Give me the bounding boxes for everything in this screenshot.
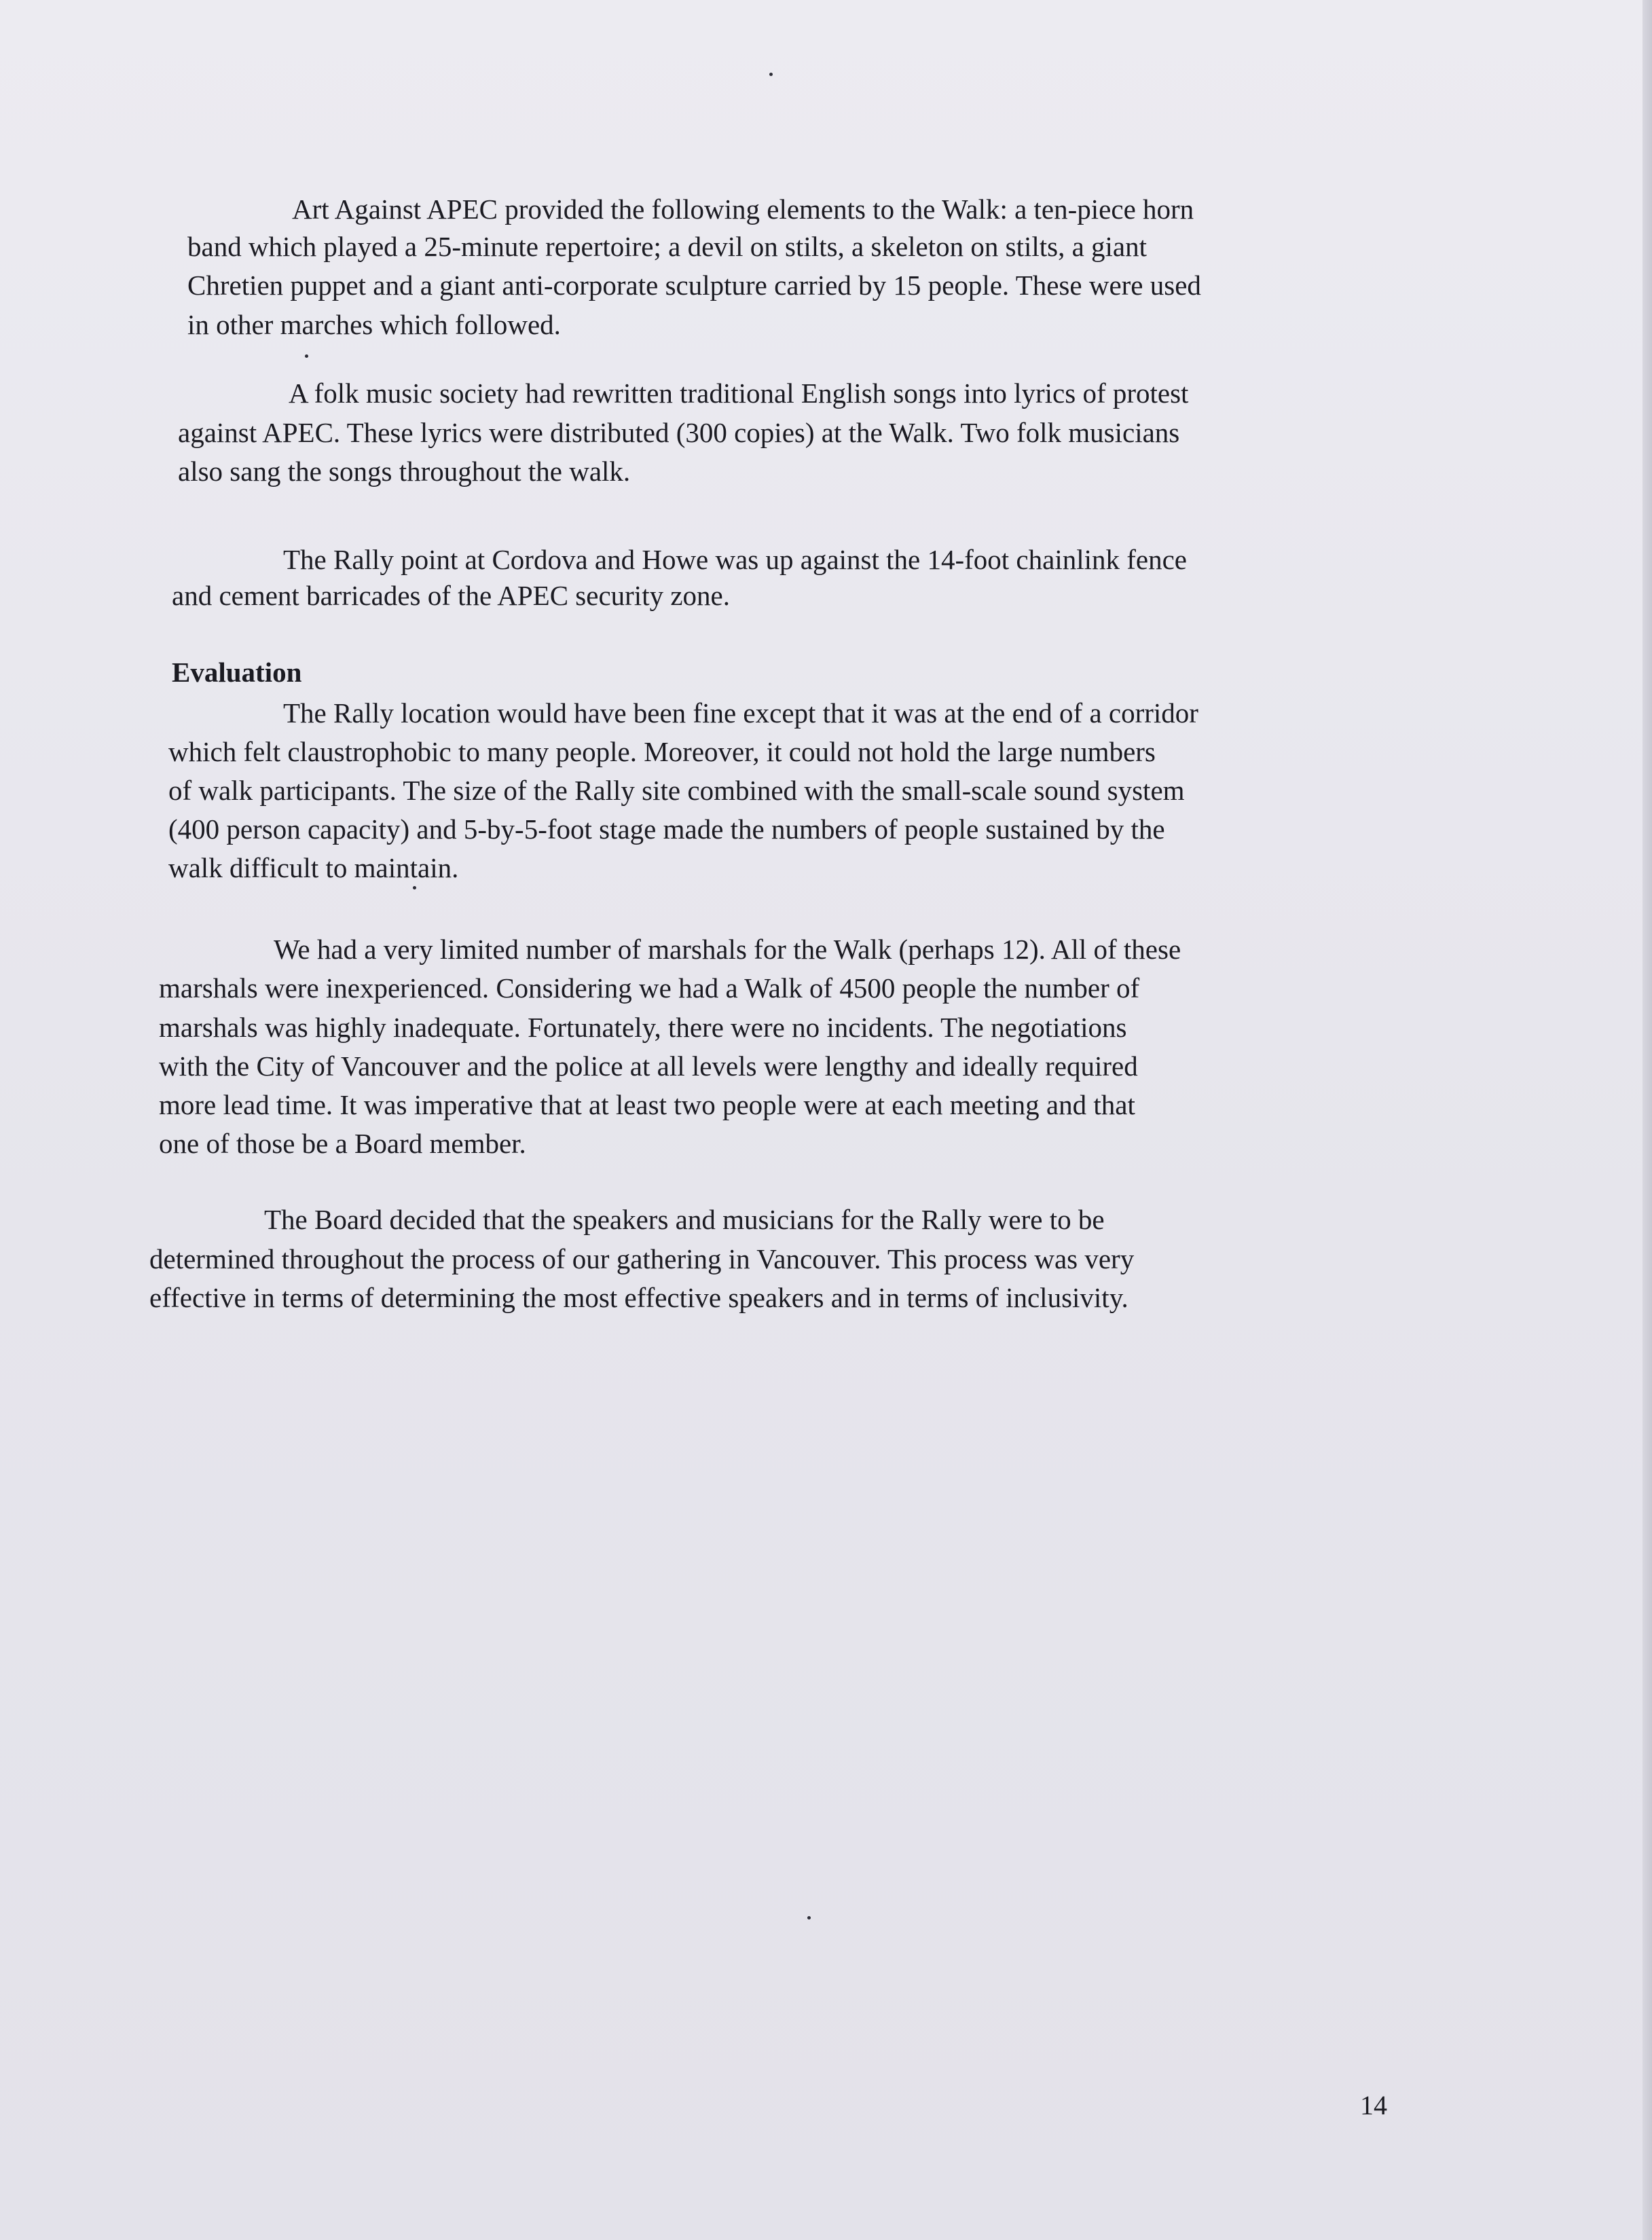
paragraph-line: with the City of Vancouver and the police at all levels were lengthy and ideally required — [159, 1050, 1138, 1082]
paragraph-line: of walk participants. The size of the Rally site combined with the small-scale sound system — [168, 775, 1185, 806]
scan-speck — [413, 886, 416, 889]
page-edge-shadow — [1642, 0, 1652, 2240]
paragraph-line: Chretien puppet and a giant anti-corporate sculpture carried by 15 people. These were used — [187, 270, 1201, 301]
scan-speck — [769, 73, 773, 76]
scan-speck — [305, 354, 308, 358]
paragraph-line: marshals were inexperienced. Considering we had a Walk of 4500 people the number of — [159, 972, 1140, 1004]
paragraph-line: determined throughout the process of our gathering in Vancouver. This process was very — [149, 1243, 1135, 1274]
paragraph-line: against APEC. These lyrics were distributed (300 copies) at the Walk. Two folk musicians — [178, 417, 1180, 448]
paragraph-line: more lead time. It was imperative that at least two people were at each meeting and that — [159, 1089, 1135, 1120]
paragraph-line: also sang the songs throughout the walk. — [178, 456, 631, 487]
paragraph-line: effective in terms of determining the most effective speakers and in terms of inclusivity. — [149, 1282, 1128, 1313]
paragraph-line: one of those be a Board member. — [159, 1128, 526, 1159]
paragraph-line: A folk music society had rewritten traditional English songs into lyrics of protest — [289, 378, 1189, 409]
paragraph-line: marshals was highly inadequate. Fortunately, there were no incidents. The negotiations — [159, 1012, 1127, 1043]
paragraph-line: The Rally location would have been fine except that it was at the end of a corridor — [283, 697, 1198, 729]
paragraph-line: (400 person capacity) and 5-by-5-foot stage made the numbers of people sustained by the — [168, 813, 1165, 845]
paragraph-line: Art Against APEC provided the following elements to the Walk: a ten-piece horn — [292, 194, 1194, 225]
scan-speck — [807, 1916, 811, 1920]
paragraph-line: band which played a 25-minute repertoire; a devil on stilts, a skeleton on stilts, a giant — [187, 231, 1148, 262]
paragraph-line: The Board decided that the speakers and musicians for the Rally were to be — [264, 1204, 1105, 1235]
evaluation-heading: Evaluation — [172, 657, 302, 688]
paragraph-line: which felt claustrophobic to many people. Moreover, it could not hold the large numbers — [168, 736, 1156, 767]
paragraph-line: in other marches which followed. — [187, 309, 561, 340]
paragraph-line: We had a very limited number of marshals for the Walk (perhaps 12). All of these — [274, 934, 1181, 965]
paragraph-line: The Rally point at Cordova and Howe was up against the 14-foot chainlink fence — [283, 544, 1187, 575]
paragraph-line: walk difficult to maintain. — [168, 852, 459, 883]
paragraph-line: and cement barricades of the APEC security zone. — [172, 580, 730, 611]
page-number: 14 — [1360, 2090, 1387, 2120]
